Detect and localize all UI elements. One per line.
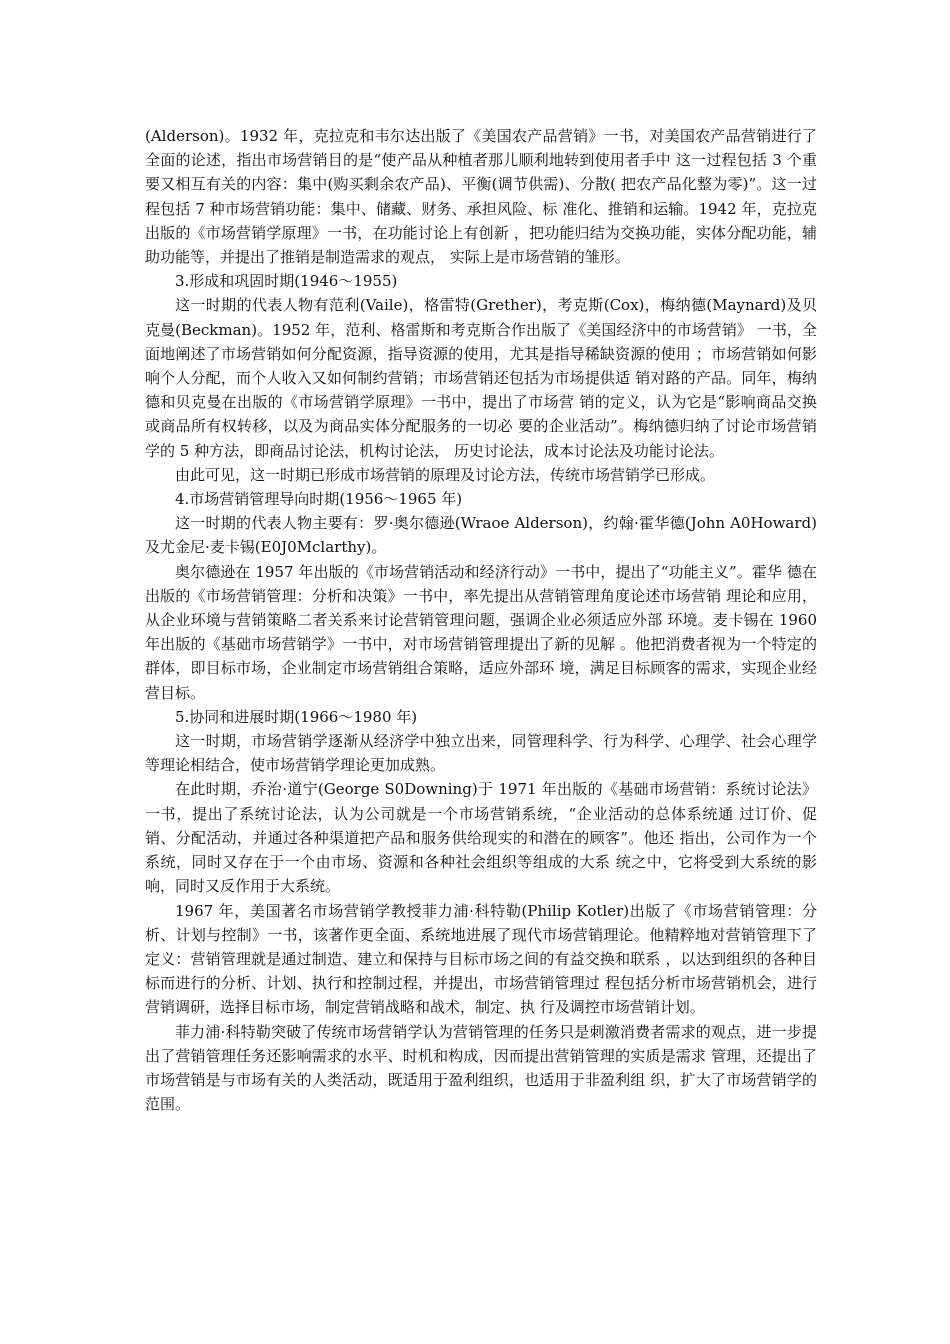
paragraph-7: 奥尔德逊在 1957 年出版的《市场营销活动和经济行动》一书中，提出了“功能主义”。霍华 德在出版的《市场营销管理：分析和决策》一书中，率先提出从营销管理角度论述市场营销 理论和应用，从企业环境与营销策略二者关系来讨论营销管理问题，强调企业必须适应外部 环境。麦卡锡在 1960 年出版的《基础市场营销学》一书中，对市场营销管理提出了新的见解 。他把消费者视为一个特定的群体，即目标市场，企业制定市场营销组合策略，适应外部环 境，满足目标顾客的需求，实现企业经营目标。 xyxy=(145,562,817,702)
section-heading-4: 4.市场营销管理导向时期(1956～1965 年) xyxy=(175,490,463,509)
paragraph-6: 这一时期的代表人物主要有：罗·奥尔德逊(Wraoe Alderson)，约翰·霍华德(John A0Howard)及尤金尼·麦卡锡(E0J0Mclarthy)。 xyxy=(145,514,817,557)
paragraph-4: 由此可见，这一时期已形成市场营销的原理及讨论方法，传统市场营销学已形成。 xyxy=(175,465,716,484)
paragraph-9: 这一时期，市场营销学逐渐从经济学中独立出来，同管理科学、行为科学、心理学、社会心理学等理论相结合，使市场营销学理论更加成熟。 xyxy=(145,732,817,775)
paragraph-1: (Alderson)。1932 年，克拉克和韦尔达出版了《美国农产品营销》一书，对美国农产品营销进行了全面的论述，指出市场营销目的是“使产品从种植者那儿顺利地转到使用者手中 这一过程包括 3 个重要又相互有关的内容：集中(购买剩余农产品)、平衡(调节供需)、分散( 把农产品化整为零)”。这一过程包括 7 种市场营销功能：集中、储藏、财务、承担风险、标 准化、推销和运输。1942 年，克拉克出版的《市场营销学原理》一书，在功能讨论上有创新 ，把功能归结为交换功能，实体分配功能，辅助功能等，并提出了推销是制造需求的观点， 实际上是市场营销的雏形。 xyxy=(145,127,817,267)
paragraph-11: 1967 年，美国著名市场营销学教授菲力浦·科特勒(Philip Kotler)出版了《市场营销管理：分析、计划与控制》一书，该著作更全面、系统地进展了现代市场营销理论。他精粹地对营销管理下了定义：营销管理就是通过制造、建立和保持与目标市场之间的有益交换和联系 ，以达到组织的各种目标而进行的分析、计划、执行和控制过程，并提出，市场营销管理过 程包括分析市场营销机会，进行营销调研，选择目标市场，制定营销战略和战术，制定、执 行及调控市场营销计划。 xyxy=(145,901,817,1017)
document-body xyxy=(145,124,817,1116)
paragraph-3: 这一时期的代表人物有范利(Vaile)，格雷特(Grether)，考克斯(Cox)，梅纳德(Maynard)及贝克曼(Beckman)。1952 年，范利、格雷斯和考克斯合作出版了《美国经济中的市场营销》 一书，全面地阐述了市场营销如何分配资源，指导资源的使用，尤其是指导稀缺资源的使用 ；市场营销如何影响个人分配，而个人收入又如何制约营销；市场营销还包括为市场提供适 销对路的产品。同年，梅纳德和贝克曼在出版的《市场营销学原理》一书中，提出了市场营 销的定义，认为它是“影响商品交换或商品所有权转移，以及为商品实体分配服务的一切必 要的企业活动”。梅纳德归纳了讨论市场营销学的 5 种方法，即商品讨论法，机构讨论法， 历史讨论法，成本讨论法及功能讨论法。 xyxy=(145,296,817,460)
section-heading-5: 5.协同和进展时期(1966～1980 年) xyxy=(175,707,418,726)
section-heading-3: 3.形成和巩固时期(1946～1955) xyxy=(175,272,398,291)
paragraph-10: 在此时期，乔治·道宁(George S0Downing)于 1971 年出版的《基础市场营销：系统讨论法》一书，提出了系统讨论法，认为公司就是一个市场营销系统，“企业活动的总体系统通 过订价、促销、分配活动，并通过各种渠道把产品和服务供给现实的和潜在的顾客”。他还 指出，公司作为一个系统，同时又存在于一个由市场、资源和各种社会组织等组成的大系 统之中，它将受到大系统的影响，同时又反作用于大系统。 xyxy=(145,780,817,896)
paragraph-12: 菲力浦·科特勒突破了传统市场营销学认为营销管理的任务只是刺激消费者需求的观点，进一步提出了营销管理任务还影响需求的水平、时机和构成，因而提出营销管理的实质是需求 管理，还提出了市场营销是与市场有关的人类活动，既适用于盈利组织，也适用于非盈利组 织，扩大了市场营销学的范围。 xyxy=(145,1022,817,1114)
